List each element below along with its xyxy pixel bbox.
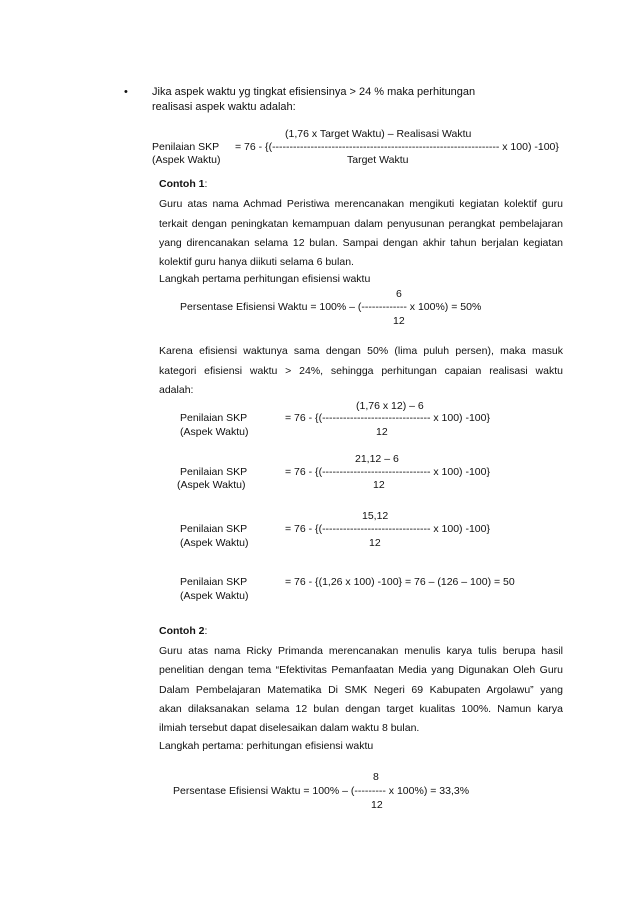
- example2-heading: Contoh 2:: [159, 625, 208, 637]
- example1-para2-line-2: kategori efisiensi waktu > 24%, sehingga perhitungan capaian realisasi waktu: [159, 365, 563, 377]
- formula-label: Penilaian SKP: [152, 141, 220, 153]
- formula-label-2: (Aspek Waktu): [152, 154, 221, 166]
- calc2-numerator: 21,12 – 6: [355, 453, 399, 465]
- example1-eff-expr: Persentase Efisiensi Waktu = 100% – (------------- x 100%) = 50%: [180, 301, 482, 313]
- formula-denominator: Target Waktu: [347, 154, 409, 166]
- final-label: Penilaian SKP: [180, 576, 248, 588]
- calc3-denominator: 12: [369, 537, 381, 549]
- calc1-label: Penilaian SKP: [180, 412, 248, 424]
- calc1-label-2: (Aspek Waktu): [180, 426, 249, 438]
- calc2-label-2: (Aspek Waktu): [177, 479, 246, 491]
- example1-para-line-1: Guru atas nama Achmad Peristiwa merencanakan mengikuti kegiatan kolektif guru: [159, 198, 563, 210]
- bullet-icon: •: [124, 86, 128, 98]
- example2-para-line-1: Guru atas nama Ricky Primanda merencanakan menulis karya tulis berupa hasil: [159, 645, 563, 657]
- example2-para-line-3: Dalam Pembelajaran Matematika Di SMK Negeri 69 Kabupaten Argolawu” yang: [159, 684, 563, 696]
- intro-line-1: Jika aspek waktu yg tingkat efisiensinya > 24 % maka perhitungan: [152, 86, 476, 98]
- example1-para-line-4: kolektif guru hanya diikuti selama 6 bulan.: [159, 256, 354, 268]
- calc1-expression: = 76 - {(------------------------------- x 100) -100}: [285, 412, 490, 424]
- example2-para-line-4: akan dilaksanakan selama 12 bulan dengan target kualitas 100%. Namun karya: [159, 703, 563, 715]
- calc2-expression: = 76 - {(------------------------------- x 100) -100}: [285, 466, 490, 478]
- calc1-numerator: (1,76 x 12) – 6: [356, 400, 424, 412]
- example1-para2-line-1: Karena efisiensi waktunya sama dengan 50% (lima puluh persen), maka masuk: [159, 345, 563, 357]
- intro-line-2: realisasi aspek waktu adalah:: [152, 101, 296, 113]
- example1-para-line-2: terkait dengan peningkatan kemampuan dalam penyusunan perangkat pembelajaran: [159, 218, 563, 230]
- final-label-2: (Aspek Waktu): [180, 590, 249, 602]
- example1-para2-line-3: adalah:: [159, 384, 194, 396]
- example2-eff-expr: Persentase Efisiensi Waktu = 100% – (--------- x 100%) = 33,3%: [173, 785, 470, 797]
- example2-step: Langkah pertama: perhitungan efisiensi waktu: [159, 740, 374, 752]
- calc3-label-2: (Aspek Waktu): [180, 537, 249, 549]
- example1-eff-num: 6: [396, 288, 402, 300]
- final-expression: = 76 - {(1,26 x 100) -100} = 76 – (126 – 100) = 50: [285, 576, 515, 588]
- example1-step: Langkah pertama perhitungan efisiensi waktu: [159, 273, 371, 285]
- calc3-expression: = 76 - {(------------------------------- x 100) -100}: [285, 523, 490, 535]
- example1-para-line-3: yang direncanakan selama 12 bulan. Sampai dengan akhir tahun berjalan kegiatan: [159, 237, 563, 249]
- example2-para-line-5: ilmiah tersebut dapat diselesaikan dalam waktu 8 bulan.: [159, 722, 420, 734]
- calc3-numerator: 15,12: [362, 510, 389, 522]
- calc1-denominator: 12: [376, 426, 388, 438]
- formula-expression: = 76 - {(----------------------------------------------------------------- x 100) -100}: [235, 141, 559, 153]
- calc3-label: Penilaian SKP: [180, 523, 248, 535]
- example2-eff-num: 8: [373, 771, 379, 783]
- formula-numerator: (1,76 x Target Waktu) – Realisasi Waktu: [285, 128, 472, 140]
- example2-eff-den: 12: [371, 799, 383, 811]
- example2-para-line-2: penelitian dengan tema “Efektivitas Pemanfaatan Media yang Digunakan Oleh Guru: [159, 664, 563, 676]
- example1-heading: Contoh 1:: [159, 178, 208, 190]
- example1-eff-den: 12: [393, 315, 405, 327]
- calc2-label: Penilaian SKP: [180, 466, 248, 478]
- calc2-denominator: 12: [373, 479, 385, 491]
